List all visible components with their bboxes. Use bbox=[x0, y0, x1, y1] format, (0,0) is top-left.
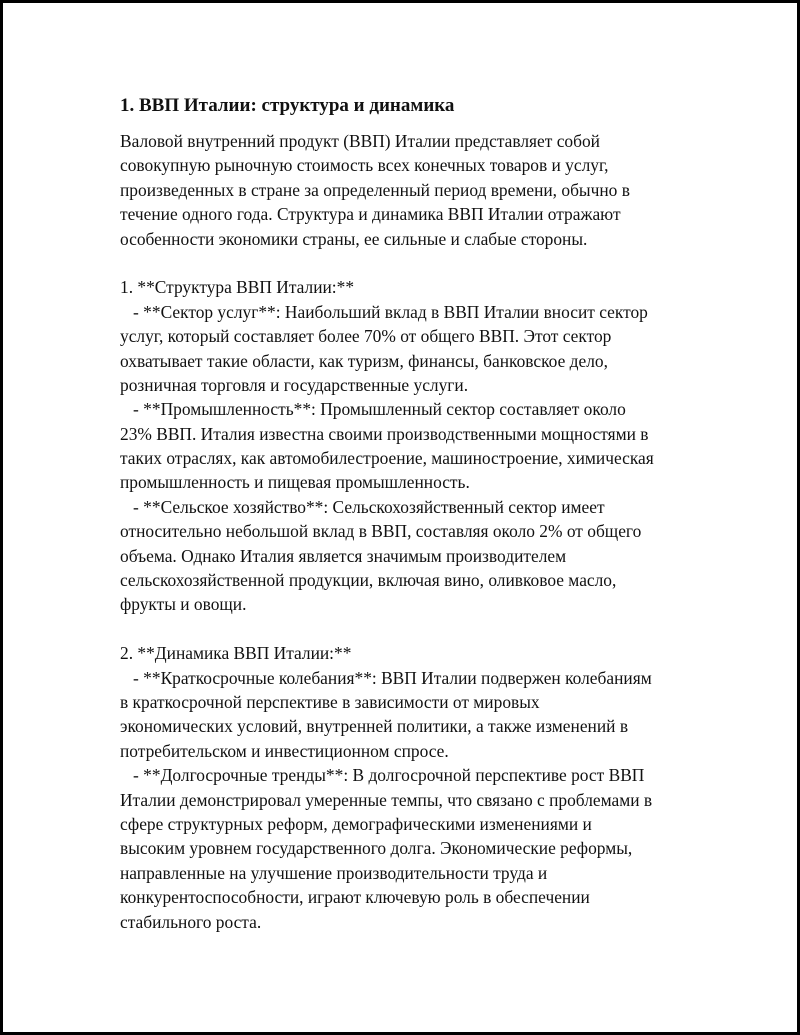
text-line: относительно небольшой вклад в ВВП, составляя около 2% от общего bbox=[120, 521, 642, 542]
text-line: - **Сельское хозяйство**: Сельскохозяйственный сектор имеет bbox=[120, 496, 605, 517]
text-line: сфере структурных реформ, демографическими изменениями и bbox=[120, 813, 592, 834]
text-line: экономических условий, внутренней политики, а также изменений в bbox=[120, 716, 629, 737]
paragraph-gap bbox=[120, 617, 700, 641]
text-line: сельскохозяйственной продукции, включая вино, оливковое масло, bbox=[120, 570, 617, 591]
text-line: высоким уровнем государственного долга. Экономические реформы, bbox=[120, 838, 633, 859]
text-line: потребительском и инвестиционном спросе. bbox=[120, 740, 449, 761]
text-line: - **Долгосрочные тренды**: В долгосрочной перспективе рост ВВП bbox=[120, 765, 645, 786]
text-line: розничная торговля и государственные услуги. bbox=[120, 374, 469, 395]
text-line: течение одного года. Структура и динамика ВВП Италии отражают bbox=[120, 204, 621, 225]
text-line: - **Сектор услуг**: Наибольший вклад в ВВП Италии вносит сектор bbox=[120, 301, 648, 322]
text-line: - **Промышленность**: Промышленный сектор составляет около bbox=[120, 399, 626, 420]
text-line: - **Краткосрочные колебания**: ВВП Италии подвержен колебаниям bbox=[120, 667, 652, 688]
text-line: в краткосрочной перспективе в зависимости от мировых bbox=[120, 691, 540, 712]
text-line: услуг, который составляет более 70% от общего ВВП. Этот сектор bbox=[120, 326, 612, 347]
document-body bbox=[120, 93, 700, 934]
text-line: таких отраслях, как автомобилестроение, машиностроение, химическая bbox=[120, 448, 654, 469]
text-line: объема. Однако Италия является значимым производителем bbox=[120, 545, 567, 566]
text-line: Италии демонстрировал умеренные темпы, что связано с проблемами в bbox=[120, 789, 653, 810]
text-line: конкурентоспособности, играют ключевую роль в обеспечении bbox=[120, 887, 590, 908]
text-line: охватывает такие области, как туризм, финансы, банковское дело, bbox=[120, 350, 608, 371]
section-heading: 2. **Динамика ВВП Италии:** bbox=[120, 643, 352, 664]
section-heading: 1. **Структура ВВП Италии:** bbox=[120, 277, 355, 298]
text-line: особенности экономики страны, ее сильные и слабые стороны. bbox=[120, 228, 588, 249]
document-title: 1. ВВП Италии: структура и динамика bbox=[120, 95, 455, 116]
text-line: фрукты и овощи. bbox=[120, 594, 247, 615]
paragraph-gap bbox=[120, 251, 700, 275]
intro-paragraph bbox=[120, 129, 700, 251]
text-line: направленные на улучшение производительности труда и bbox=[120, 862, 548, 883]
text-line: произведенных в стране за определенный период времени, обычно в bbox=[120, 179, 630, 200]
text-line: стабильного роста. bbox=[120, 911, 262, 932]
text-line: совокупную рыночную стоимость всех конечных товаров и услуг, bbox=[120, 155, 609, 176]
dynamics-section bbox=[120, 641, 700, 934]
text-line: Валовой внутренний продукт (ВВП) Италии представляет собой bbox=[120, 131, 600, 151]
text-line: 23% ВВП. Италия известна своими производственными мощностями в bbox=[120, 423, 649, 444]
structure-section bbox=[120, 275, 700, 616]
text-line: промышленность и пищевая промышленность. bbox=[120, 472, 470, 493]
